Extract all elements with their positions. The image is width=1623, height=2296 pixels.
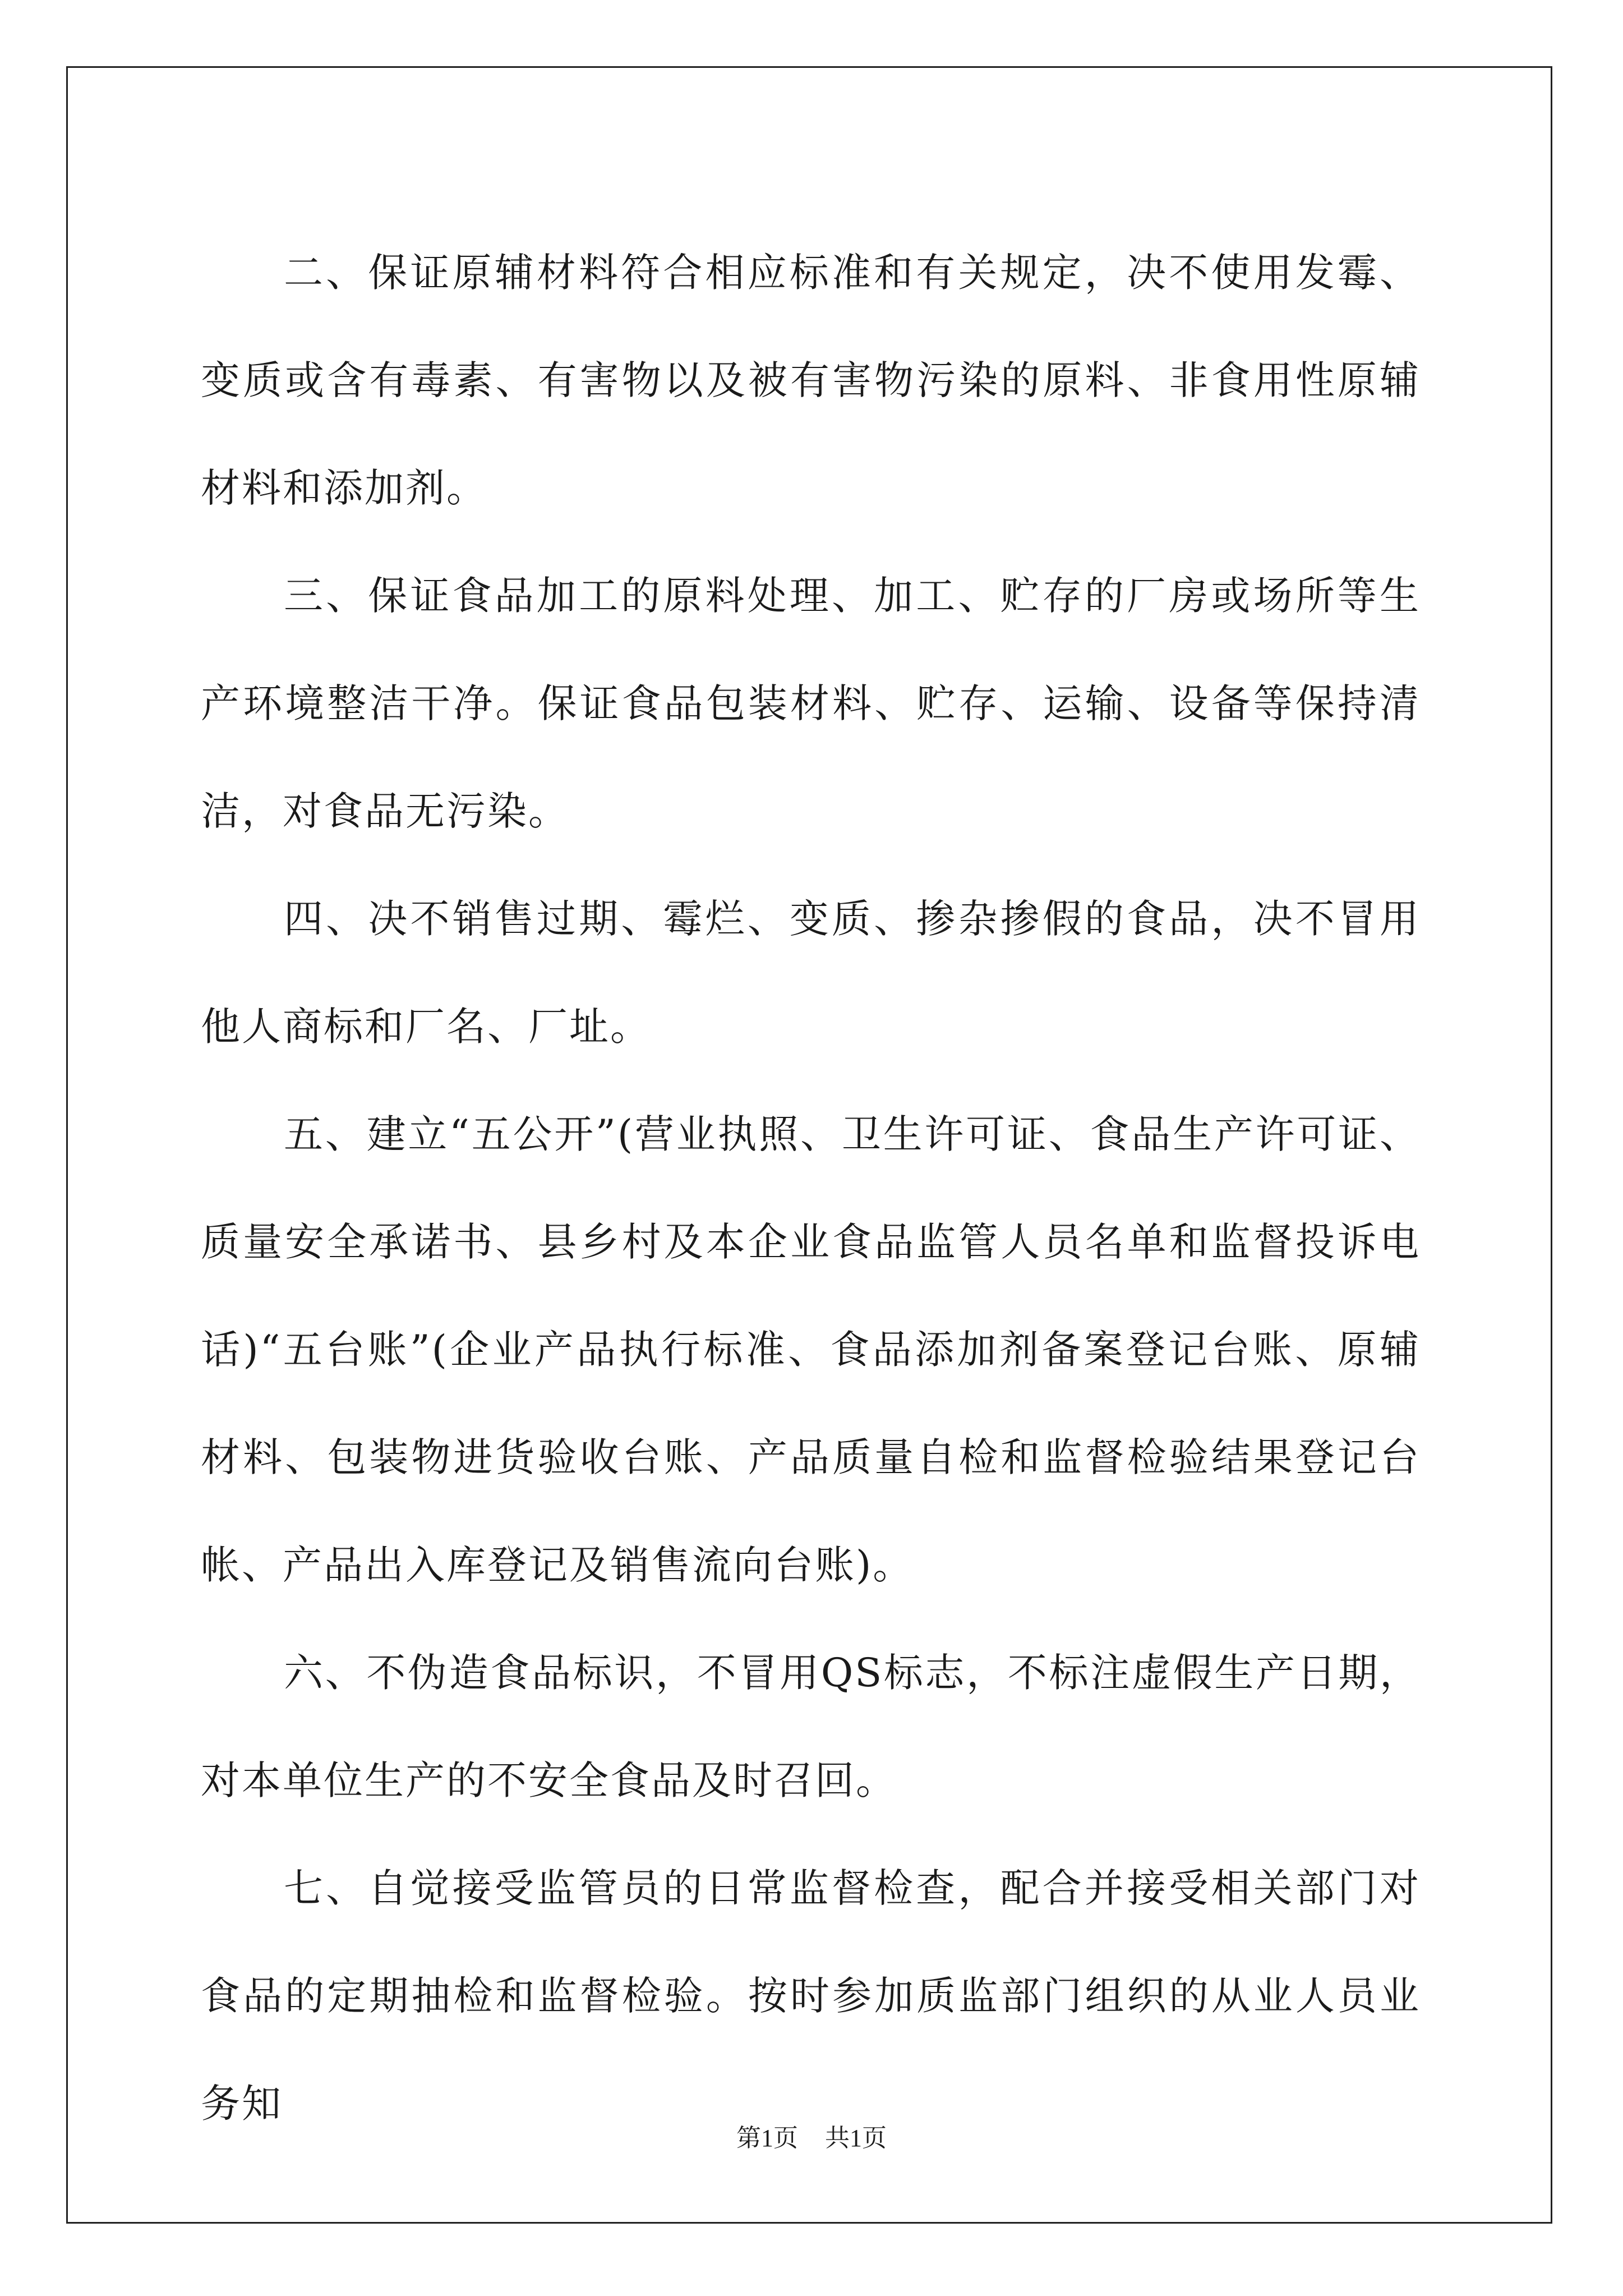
paragraph-5: 五、建立“五公开”(营业执照、卫生许可证、食品生产许可证、质量安全承诺书、县乡村及本企业食品监管人员名单和监督投诉电话)“五台账”(企业产品执行标准、食品添加剂备案登记台账、原辅材料、包装物进货验收台账、产品质量自检和监督检验结果登记台帐、产品出入库登记及销售流向台账)。 <box>201 1111 1421 1588</box>
page-total: 共1页 <box>825 2124 887 2152</box>
page-footer <box>0 2122 1623 2155</box>
document-body <box>201 219 1421 2157</box>
paragraph-6: 六、不伪造食品标识，不冒用QS标志，不标注虚假生产日期，对本单位生产的不安全食品及时召回。 <box>201 1650 1421 1803</box>
page-number: 第1页 <box>736 2124 798 2152</box>
paragraph-4: 四、决不销售过期、霉烂、变质、掺杂掺假的食品，决不冒用他人商标和厂名、厂址。 <box>201 896 1421 1050</box>
paragraph-2: 二、保证原辅材料符合相应标准和有关规定，决不使用发霉、变质或含有毒素、有害物以及被有害物污染的原料、非食用性原辅材料和添加剂。 <box>201 250 1421 511</box>
paragraph-3: 三、保证食品加工的原料处理、加工、贮存的厂房或场所等生产环境整洁干净。保证食品包装材料、贮存、运输、设备等保持清洁，对食品无污染。 <box>201 573 1421 834</box>
paragraph-7: 七、自觉接受监管员的日常监督检查，配合并接受相关部门对食品的定期抽检和监督检验。按时参加质监部门组织的从业人员业务知 <box>201 1865 1421 2127</box>
